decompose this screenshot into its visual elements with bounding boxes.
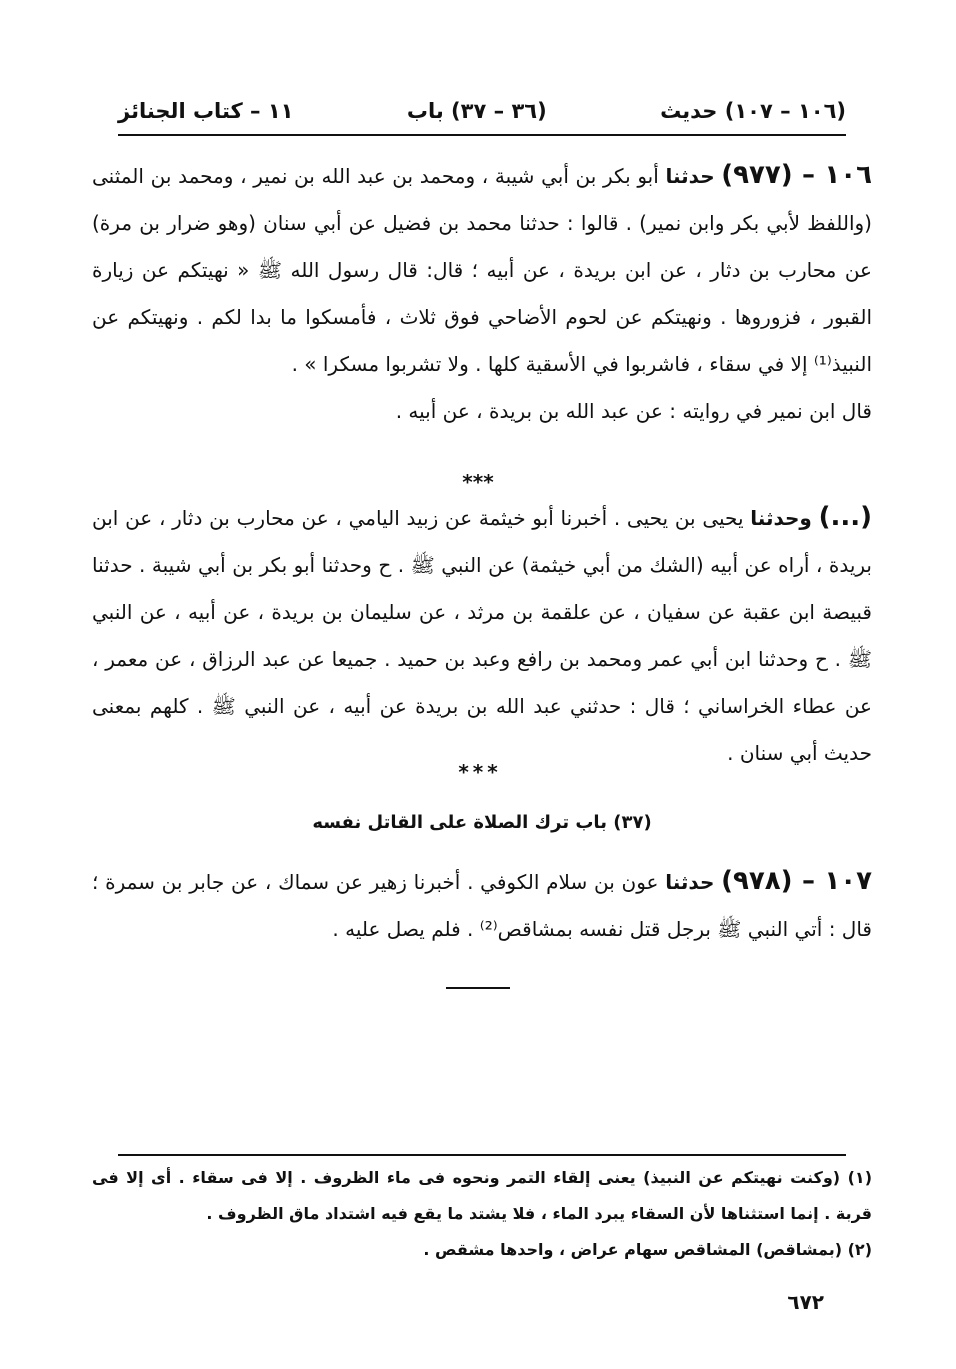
header-hadith-range: (١٠٦ – ١٠٧) حديث — [660, 99, 846, 123]
header-rule — [118, 134, 846, 136]
footnote-rule — [118, 1154, 846, 1156]
hadith-106-body — [92, 152, 872, 388]
hadith-106-number: ١٠٦ – (٩٧٧) — [721, 160, 872, 190]
hadith-106b-body — [92, 494, 872, 777]
separator-stars-2: * * * — [458, 760, 498, 784]
hadith-106b — [92, 494, 872, 777]
hadith-107 — [92, 858, 872, 953]
page-number: ٦٧٢ — [787, 1290, 824, 1314]
footnote-1: (١) (وكنت نهيتكم عن النبيذ) يعنى إلقاء التمر ونحوه فى ماء الظروف . إلا فى سقاء . أى إلا فى قربة . إنما استثناها لأن السقاء يبرد الماء ، فلا يشتد ما يقع فيه اشتداد ماق الظروف . — [92, 1168, 872, 1223]
hadith-106b-number: (...) — [818, 502, 873, 532]
page-header — [118, 92, 846, 130]
hadith-106b-text: يحيى بن يحيى . أخبرنا أبو خيثمة عن زبيد اليامي ، عن محارب بن دثار ، عن ابن بريدة ، أراه عن أبيه (الشك من أبي خيثمة) عن النبي ﷺ . ح وحدثنا أبو بكر بن أبي شيبة . حدثنا قبيصة ابن عقبة عن سفيان ، عن علقمة بن مرثد ، عن سليمان بن بريدة ، عن أبيه ، عن النبي ﷺ . ح وحدثنا ابن أبي عمر ومحمد بن رافع وعبد بن حميد . جميعا عن عبد الرزاق ، عن معمر ، عن عطاء الخراساني ؛ قال : حدثني عبد الله بن بريدة عن أبيه ، عن النبي ﷺ . كلهم بمعنى حديث أبي سنان . — [92, 506, 872, 765]
bab-37-title: (٣٧) باب ترك الصلاة على القاتل نفسه — [312, 812, 652, 833]
hadith-106-key: حدثنا — [665, 164, 715, 188]
hadith-106b-key: وحدثنا — [750, 506, 812, 530]
footnotes — [92, 1160, 872, 1268]
hadith-107-text: عون بن سلام الكوفي . أخبرنا زهير عن سماك ، عن جابر بن سمرة ؛ قال : أتي النبي ﷺ برجل قتل نفسه بمشاقص⁽²⁾ . فلم يصل عليه . — [92, 870, 872, 941]
section-end-rule — [446, 987, 510, 989]
header-bab-range: (٣٦ – ٣٧) باب — [406, 99, 547, 123]
footnote-2: (٢) (بمشاقص) المشاقص سهام عراض ، واحدها مشقص . — [423, 1240, 872, 1259]
hadith-107-key: حدثنا — [665, 870, 715, 894]
hadith-107-body — [92, 858, 872, 953]
hadith-107-number: ١٠٧ – (٩٧٨) — [721, 866, 873, 896]
hadith-106-text: أبو بكر بن أبي شيبة ، ومحمد بن عبد الله بن نمير ، ومحمد بن المثنى (واللفظ لأبي بكر وابن نمير) . قالوا : حدثنا محمد بن فضيل عن أبي سنان (وهو ضرار بن مرة) عن محارب بن دثار ، عن ابن بريدة ، عن أبيه ؛ قال: قال رسول الله ﷺ « نهيتكم عن زيارة القبور ، فزوروها . ونهيتكم عن لحوم الأضاحي فوق ثلاث ، فأمسكوا ما بدا لكم . ونهيتكم عن النبيذ⁽¹⁾ إلا في سقاء ، فاشربوا في الأسقية كلها . ولا تشربوا مسكرا » . — [92, 164, 872, 376]
separator-stars-1: *** — [462, 470, 494, 494]
hadith-106 — [92, 152, 872, 435]
header-book-title: ١١ – كتاب الجنائز — [118, 99, 294, 123]
hadith-106-note: قال ابن نمير في روايته : عن عبد الله بن بريدة ، عن أبيه . — [395, 399, 872, 423]
